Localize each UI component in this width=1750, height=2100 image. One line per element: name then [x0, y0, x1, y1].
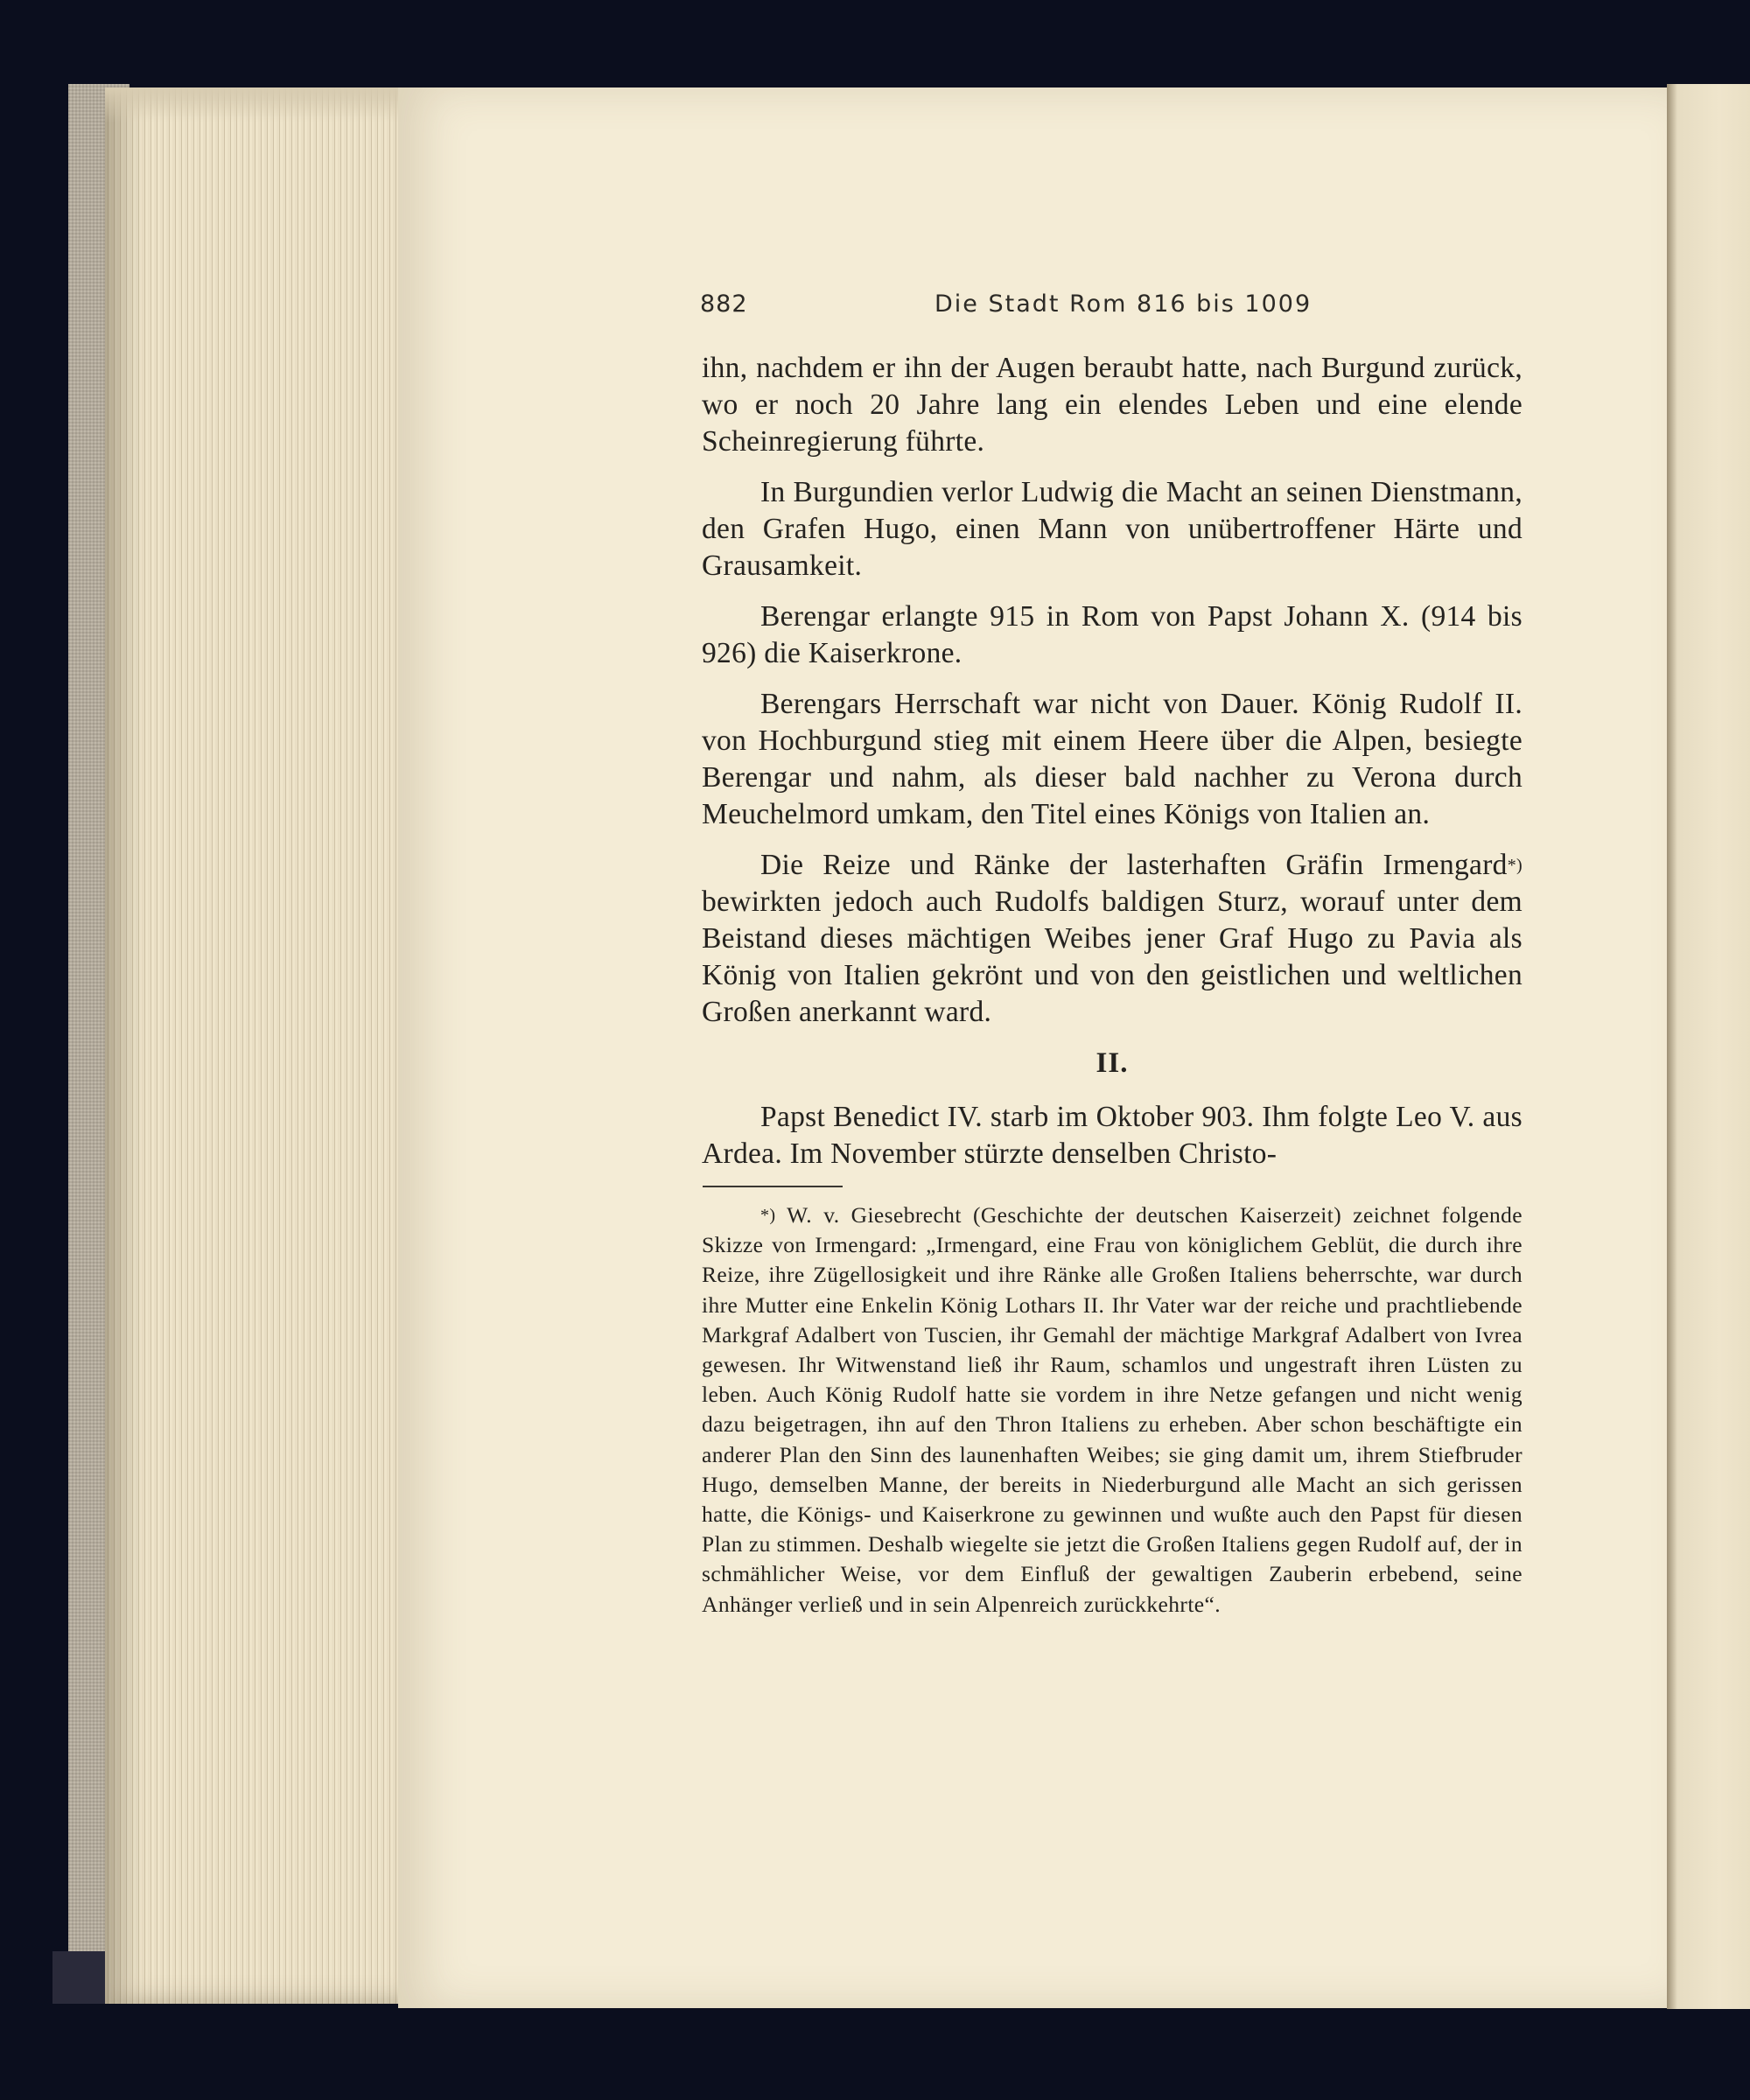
footnote-text: W. v. Giesebrecht (Geschichte der deutschen Kaiserzeit) zeichnet folgende Skizze von Irmengard: „Irmengard, eine Frau von königlichem Geblüt, die durch ihre Reize, ihre Zügellosigkeit und ihre Ränke alle Großen Italiens beherrschte, war durch ihre Mutter eine Enkelin König Lothars II. Ihr Vater war der reiche und prachtliebende Markgraf Adalbert von Tuscien, ihr Gemahl der mächtige Markgraf Adalbert von Ivrea gewesen. Ihr Witwenstand ließ ihr Raum, schamlos und ungestraft ihren Lüsten zu leben. Auch König Rudolf hatte sie vordem in ihre Netze gefangen und nicht wenig dazu beigetragen, ihn auf den Thron Italiens zu erheben. Aber schon beschäftigte ein anderer Plan den Sinn des launenhaften Weibes; sie ging damit um, ihrem Stiefbruder Hugo, demselben Manne, der bereits in Niederburgund alle Macht an sich gerissen hatte, die Königs- und Kaiserkrone zu gewinnen und wußte auch den Papst für diesen Plan zu stimmen. Deshalb wiegelte sie jetzt die Großen Italiens gegen Rudolf auf, der in schmählicher Weise, vor dem Einfluß der gewaltigen Zauberin erbebend, seine Anhänger verließ und in sein Alpenreich zurückkehrte“.: [702, 1202, 1522, 1617]
footnote: [702, 1200, 1522, 1620]
paragraph: [702, 847, 1522, 1031]
paragraph-text: Die Reize und Ränke der lasterhaften Gräfin Irmengard: [760, 849, 1508, 881]
footnote-paragraph: [702, 1200, 1522, 1620]
footnote-marker: *): [760, 1206, 776, 1225]
page-number: 882: [700, 290, 748, 318]
paragraph: Berengars Herrschaft war nicht von Dauer. König Rudolf II. von Hochburgund stieg mit einem Heere über die Alpen, besiegte Berengar und nahm, als dieser bald nachher zu Verona durch Meuchelmord umkam, den Titel eines Königs von Italien an.: [702, 688, 1522, 830]
section-heading: II.: [1096, 1047, 1129, 1079]
footnote-reference: *): [1507, 856, 1522, 875]
paragraph-text: bewirkten jedoch auch Rudolfs baldigen Sturz, worauf unter dem Beistand dieses mächtigen Weibes jener Graf Hugo zu Pavia als König von Italien gekrönt und von den geistlichen und weltlichen Großen anerkannt ward.: [702, 886, 1522, 1028]
running-title: Die Stadt Rom 816 bis 1009: [934, 290, 1312, 318]
facing-page-edge: [1667, 84, 1750, 2009]
paragraph: Papst Benedict IV. starb im Oktober 903. Ihm folgte Leo V. aus Ardea. Im November stürzte denselben Christo-: [702, 1101, 1522, 1170]
paragraph: ihn, nachdem er ihn der Augen beraubt hatte, nach Burgund zurück, wo er noch 20 Jahre lang ein elendes Leben und eine elende Scheinregierung führte.: [702, 352, 1522, 458]
paragraph: Berengar erlangte 915 in Rom von Papst Johann X. (914 bis 926) die Kaiserkrone.: [702, 600, 1522, 669]
paragraph: In Burgundien verlor Ludwig die Macht an seinen Dienstmann, den Grafen Hugo, einen Mann von unübertroffener Härte und Grausamkeit.: [702, 476, 1522, 582]
main-text: [702, 350, 1522, 1186]
page-edges-block: [105, 88, 402, 2004]
running-head: [700, 290, 1470, 326]
footnote-rule: [703, 1186, 843, 1187]
